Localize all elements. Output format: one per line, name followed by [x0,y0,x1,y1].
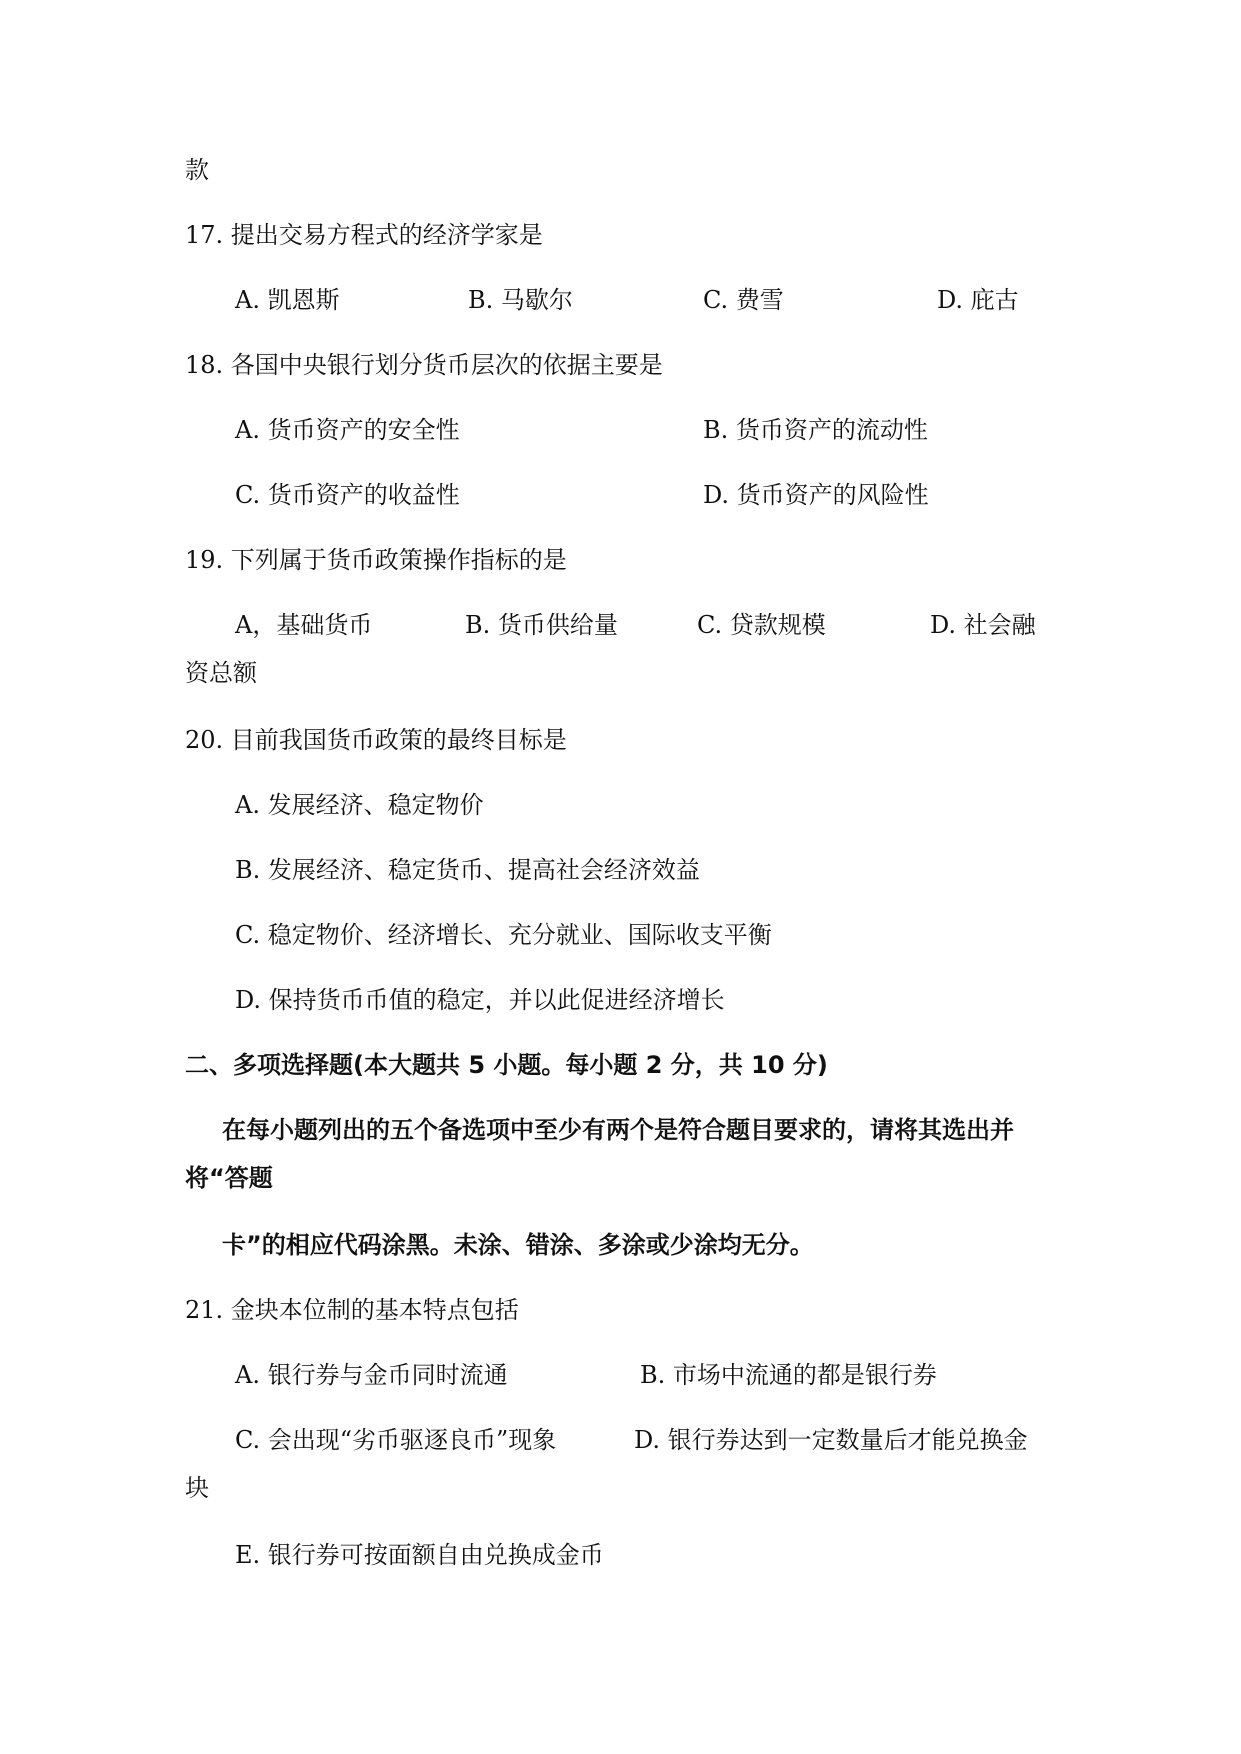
q18-option-c: C. 货币资产的收益性 [235,481,460,509]
q21-option-a: A. 银行券与金币同时流通 [235,1361,508,1389]
section-instruction-line1: 在每小题列出的五个备选项中至少有两个是符合题目要求的，请将其选出并 [222,1116,1014,1144]
q21-option-d: D. 银行券达到一定数量后才能兑换金 [634,1426,1028,1454]
q19-option-a: A，基础货币 [235,611,373,639]
section-instruction-line2: 将“答题 [185,1164,273,1192]
q21-option-d-wrap: 块 [185,1474,209,1502]
q21-option-e: E. 银行券可按面额自由兑换成金币 [235,1541,604,1569]
question-21-stem: 21. 金块本位制的基本特点包括 [185,1296,519,1324]
q19-option-d-wrap: 资总额 [185,659,257,687]
continuation-text: 款 [185,156,209,184]
q18-option-d: D. 货币资产的风险性 [703,481,929,509]
q17-option-a: A. 凯恩斯 [235,286,340,314]
q18-option-a: A. 货币资产的安全性 [235,416,460,444]
q19-option-d: D. 社会融 [930,611,1036,639]
q20-option-c: C. 稳定物价、经济增长、充分就业、国际收支平衡 [235,921,772,949]
q21-option-b: B. 市场中流通的都是银行券 [640,1361,937,1389]
q21-option-c: C. 会出现“劣币驱逐良币”现象 [235,1426,557,1454]
question-17-stem: 17. 提出交易方程式的经济学家是 [185,221,543,249]
question-19-stem: 19. 下列属于货币政策操作指标的是 [185,546,567,574]
question-20-stem: 20. 目前我国货币政策的最终目标是 [185,726,567,754]
q19-option-c: C. 贷款规模 [697,611,826,639]
q20-option-d: D. 保持货币币值的稳定，并以此促进经济增长 [235,986,725,1014]
section-instruction-line3: 卡”的相应代码涂黑。未涂、错涂、多涂或少涂均无分。 [222,1231,814,1259]
q17-option-d: D. 庇古 [937,286,1019,314]
question-18-stem: 18. 各国中央银行划分货币层次的依据主要是 [185,351,663,379]
section-heading: 二、多项选择题(本大题共 5 小题。每小题 2 分，共 10 分) [185,1051,828,1079]
q20-option-a: A. 发展经济、稳定物价 [235,791,484,819]
q20-option-b: B. 发展经济、稳定货币、提高社会经济效益 [235,856,700,884]
q18-option-b: B. 货币资产的流动性 [703,416,928,444]
q17-option-b: B. 马歇尔 [468,286,573,314]
q17-option-c: C. 费雪 [703,286,784,314]
q19-option-b: B. 货币供给量 [465,611,618,639]
